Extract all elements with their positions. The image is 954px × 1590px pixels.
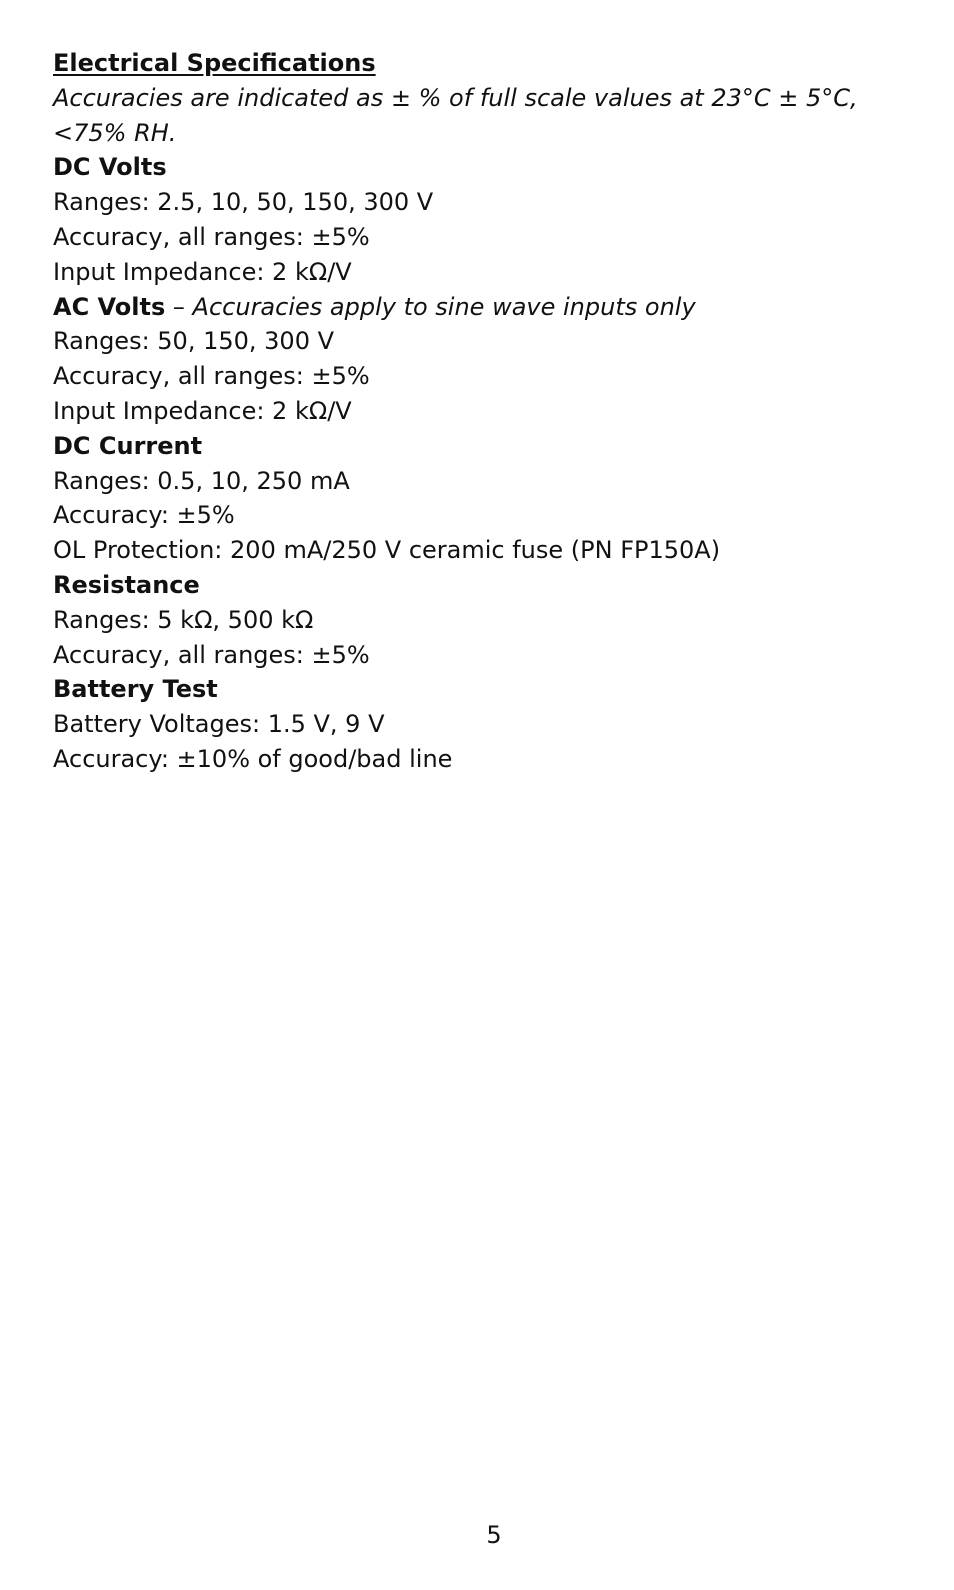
dc-volts-impedance: Input Impedance: 2 kΩ/V	[53, 257, 352, 286]
resistance-ranges: Ranges: 5 kΩ, 500 kΩ	[53, 605, 314, 634]
ac-volts-separator: –	[165, 292, 193, 321]
dc-current-accuracy: Accuracy: ±5%	[53, 501, 235, 530]
ac-volts-heading-note: Accuracies apply to sine wave inputs only	[192, 292, 696, 321]
dc-current-protection: OL Protection: 200 mA/250 V ceramic fuse (PN FP150A)	[53, 536, 721, 565]
battery-test-voltages: Battery Voltages: 1.5 V, 9 V	[53, 710, 385, 739]
battery-test-accuracy: Accuracy: ±10% of good/bad line	[53, 744, 453, 773]
battery-test-heading: Battery Test	[53, 675, 218, 704]
dc-current-ranges: Ranges: 0.5, 10, 250 mA	[53, 466, 350, 495]
dc-current-heading: DC Current	[53, 431, 203, 460]
resistance-heading: Resistance	[53, 570, 200, 599]
page-number: 5	[486, 1521, 502, 1549]
dc-volts-accuracy: Accuracy, all ranges: ±5%	[53, 222, 370, 251]
ac-volts-heading: AC Volts	[53, 292, 166, 321]
ac-volts-accuracy: Accuracy, all ranges: ±5%	[53, 362, 370, 391]
dc-volts-ranges: Ranges: 2.5, 10, 50, 150, 300 V	[53, 188, 434, 217]
spec-content	[53, 46, 913, 777]
ac-volts-ranges: Ranges: 50, 150, 300 V	[53, 327, 335, 356]
page-title: Electrical Specifications	[53, 49, 376, 77]
ac-volts-impedance: Input Impedance: 2 kΩ/V	[53, 396, 352, 425]
resistance-accuracy: Accuracy, all ranges: ±5%	[53, 640, 370, 669]
accuracy-note: Accuracies are indicated as ± % of full scale values at 23°C ± 5°C, <75% RH.	[53, 83, 858, 147]
dc-volts-heading: DC Volts	[53, 153, 167, 182]
ac-volts-heading-line	[53, 290, 913, 325]
